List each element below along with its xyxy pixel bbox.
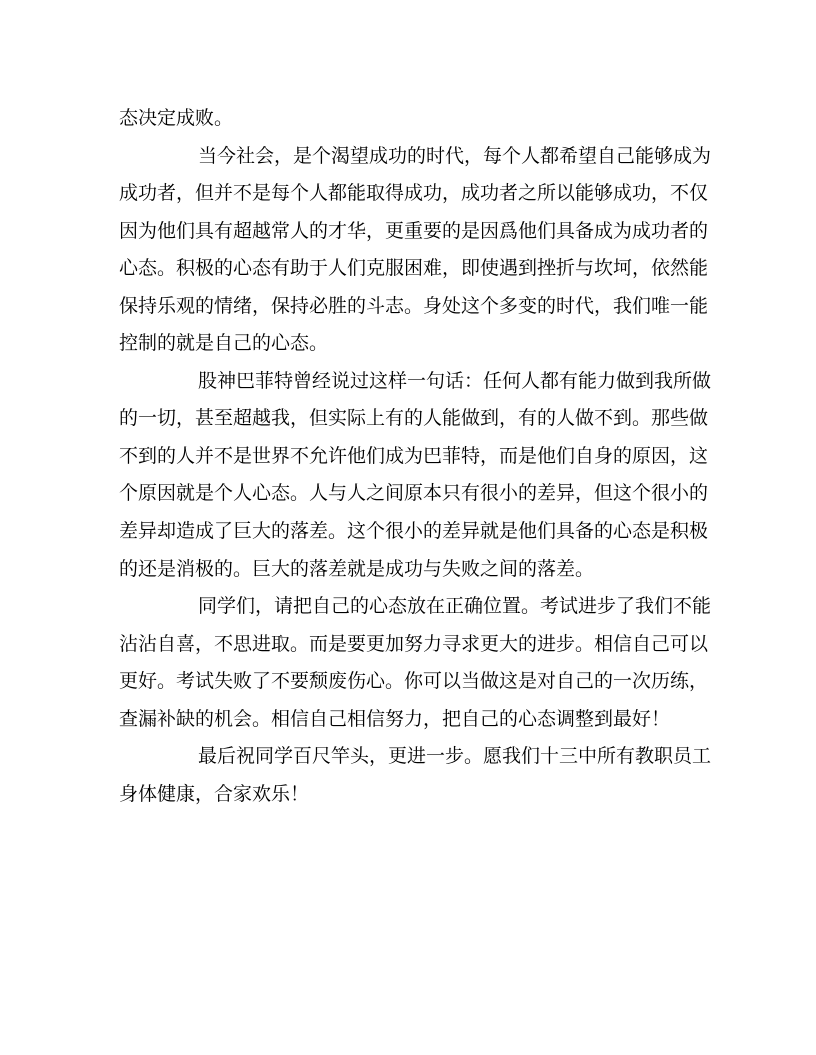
- document-body: [119, 100, 719, 813]
- text-line: 不到的人并不是世界不允许他们成为巴菲特，而是他们自身的原因，这: [119, 444, 709, 467]
- text-line: 更好。考试失败了不要颓废伤心。你可以当做这是对自己的一次历练，: [119, 670, 709, 693]
- text-line: 控制的就是自己的心态。: [119, 332, 329, 355]
- text-line: 因为他们具有超越常人的才华，更重要的是因爲他们具备成为成功者的: [119, 219, 709, 242]
- text-line: 差异却造成了巨大的落差。这个很小的差异就是他们具备的心态是积极: [119, 520, 709, 543]
- text-line: 成功者，但并不是每个人都能取得成功，成功者之所以能够成功，不仅: [119, 182, 709, 205]
- paragraph-first-line: 股神巴菲特曾经说过这样一句话：任何人都有能力做到我所做: [198, 369, 712, 392]
- text-line: 沾沾自喜，不思进取。而是要更加努力寻求更大的进步。相信自己可以: [119, 632, 709, 655]
- text-line: 的还是消极的。巨大的落差就是成功与失败之间的落差。: [119, 557, 595, 580]
- paragraph-first-line: 同学们，请把自己的心态放在正确位置。考试进步了我们不能: [198, 595, 712, 618]
- text-line: 保持乐观的情绪，保持必胜的斗志。身处这个多变的时代，我们唯一能: [119, 294, 709, 317]
- text-line: 的一切，甚至超越我，但实际上有的人能做到，有的人做不到。那些做: [119, 407, 709, 430]
- text-line: 态决定成败。: [119, 107, 234, 129]
- text-line: 心态。积极的心态有助于人们克服困难，即使遇到挫折与坎坷，依然能: [119, 257, 709, 280]
- paragraph-first-line: 最后祝同学百尺竿头，更进一步。愿我们十三中所有教职员工: [198, 745, 712, 768]
- text-line: 查漏补缺的机会。相信自己相信努力，把自己的心态调整到最好！: [119, 707, 671, 730]
- text-line: 身体健康，合家欢乐！: [119, 782, 310, 805]
- text-line: 个原因就是个人心态。人与人之间原本只有很小的差异，但这个很小的: [119, 482, 709, 505]
- paragraph-first-line: 当今社会，是个渴望成功的时代，每个人都希望自己能够成为: [198, 144, 712, 167]
